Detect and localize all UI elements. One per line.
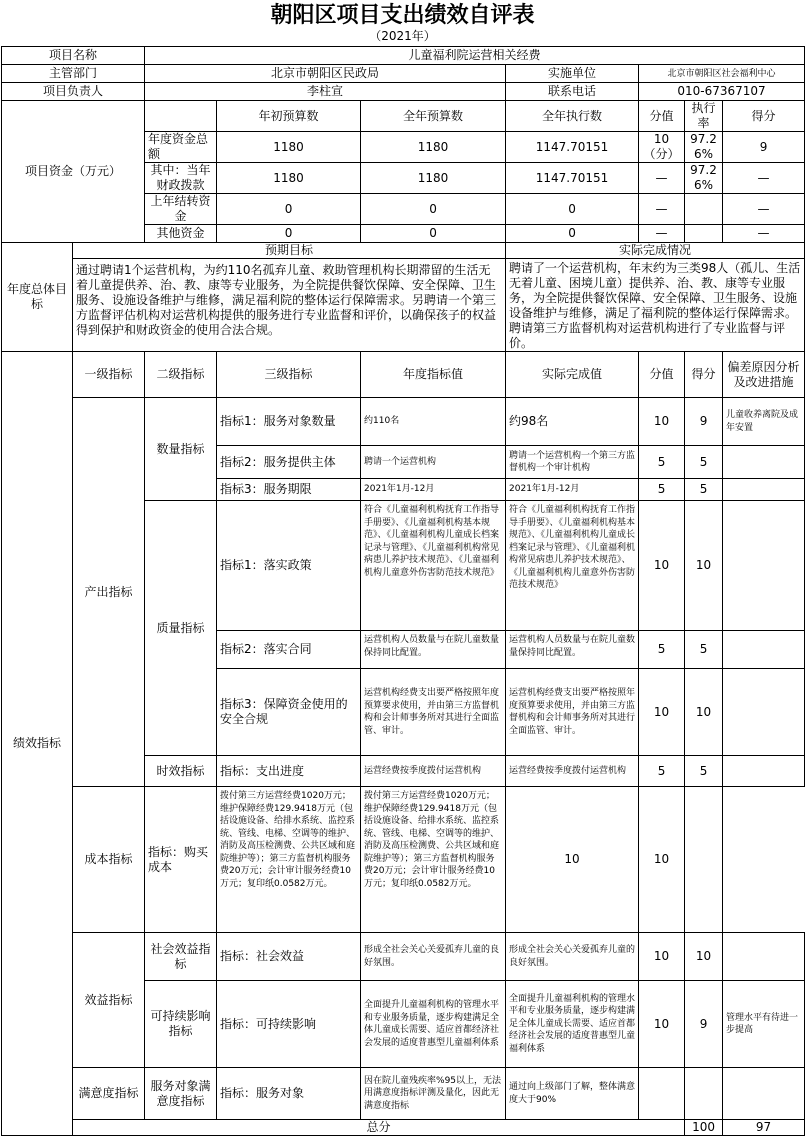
deviation-note [723, 446, 805, 479]
got-value [685, 1068, 723, 1120]
indicator-row [2, 1068, 805, 1120]
deviation-note [723, 669, 805, 756]
perf-header: 实际完成值 [506, 352, 639, 398]
l2-quantity: 数量指标 [145, 398, 217, 501]
actual-value: 全面提升儿童福利机构的管理水平和专业服务质量，逐步构建满足全体儿童成长需要、适应首都经济社会发展的适度普惠型儿童福利体系 [506, 981, 639, 1068]
funds-label: 项目资金（万元） [2, 101, 145, 243]
impl-value: 北京市朝阳区社会福利中心 [639, 65, 805, 83]
leader-value: 李柱宣 [145, 83, 506, 101]
target-value: 拨付第三方运营经费1020万元；维护保障经费129.9418万元（包括设施设备、给排水系统、监控系统、管线、电梯、空调等的维护、消防及高压检测费、公共区域和庭院维护等）；第三方监督机构服务费20万元；会计审计服务经费10万元；复印纸0.0582万元。 [217, 787, 361, 933]
funds-row-label: 上年结转资金 [145, 194, 217, 225]
funds-cell: — [639, 194, 685, 225]
l3-indicator: 指标：社会效益 [217, 933, 361, 981]
funds-cell: 0 [506, 225, 639, 243]
project-name-value: 儿童福利院运营相关经费 [145, 47, 805, 65]
deviation-note: 管理水平有待进一步提高 [723, 981, 805, 1068]
perf-header: 偏差原因分析及改进措施 [723, 352, 805, 398]
got-value: 5 [685, 631, 723, 669]
funds-cell: 0 [361, 225, 506, 243]
target-value: 运营经费按季度拨付运营机构 [361, 756, 506, 787]
funds-cell: 1147.70151 [506, 163, 639, 194]
actual-value: 运营机构人员数量与在院儿童数量保持同比配置。 [506, 631, 639, 669]
target-value: 运营机构人员数量与在院儿童数量保持同比配置。 [361, 631, 506, 669]
l3-indicator: 指标：购买成本 [145, 787, 217, 933]
perf-header: 得分 [685, 352, 723, 398]
actual-value: 2021年1月-12月 [506, 479, 639, 501]
perf-label: 绩效指标 [2, 352, 73, 1136]
funds-row-label: 其他资金 [145, 225, 217, 243]
target-value: 约110名 [361, 398, 506, 446]
score-value: 5 [639, 446, 685, 479]
l3-indicator: 指标1：服务对象数量 [217, 398, 361, 446]
target-value: 形成全社会关心关爱孤弃儿童的良好氛围。 [361, 933, 506, 981]
got-value: 10 [685, 501, 723, 631]
indicator-row [2, 933, 805, 981]
got-value: 10 [685, 669, 723, 756]
got-value: 9 [685, 981, 723, 1068]
leader-label: 项目负责人 [2, 83, 145, 101]
funds-header-blank [145, 101, 217, 132]
score-value: 10 [639, 398, 685, 446]
deviation-note [723, 1068, 805, 1120]
funds-cell [685, 225, 723, 243]
actual-value: 拨付第三方运营经费1020万元；维护保障经费129.9418万元（包括设施设备、给排水系统、监控系统、管线、电梯、空调等的维护、消防及高压检测费、公共区域和庭院维护等）；第三方监督机构服务费20万元；会计审计服务经费10万元；复印纸0.0582万元。 [361, 787, 506, 933]
l3-indicator: 指标1：落实政策 [217, 501, 361, 631]
perf-header: 年度指标值 [361, 352, 506, 398]
funds-header: 全年执行数 [506, 101, 639, 132]
funds-row-label: 年度资金总额 [145, 132, 217, 163]
deviation-note [723, 756, 805, 787]
l1-satisfaction: 满意度指标 [73, 1068, 145, 1120]
perf-header: 分值 [639, 352, 685, 398]
target-value: 符合《儿童福利机构抚育工作指导手册要》、《儿童福利机构基本规范》、《儿童福利机构儿童成长档案记录与管理》、《儿童福利机构常见病患儿养护技术规范》、《儿童福利机构儿童意外伤害防范技术规范》 [361, 501, 506, 631]
actual-value: 运营经费按季度拨付运营机构 [506, 756, 639, 787]
funds-cell: — [723, 163, 805, 194]
score-value: 5 [639, 631, 685, 669]
target-value: 全面提升儿童福利机构的管理水平和专业服务质量，逐步构建满足全体儿童成长需要、适应首都经济社会发展的适度普惠型儿童福利体系 [361, 981, 506, 1068]
l3-indicator: 指标：支出进度 [217, 756, 361, 787]
funds-cell: 0 [217, 194, 361, 225]
actual-result-text: 聘请了一个运营机构，年末约为三类98人（孤儿、生活无着儿童、困境儿童）提供养、治、教、康等专业服务，为全院提供餐饮保障、安全保障、卫生服务、设施设备维护与维修，满足了福利院的整体运行保障需求。聘请第三方监督机构对运营机构进行了专业监督与评价。 [506, 259, 805, 352]
score-value: 10 [639, 501, 685, 631]
funds-cell: 1147.70151 [506, 132, 639, 163]
perf-header: 一级指标 [73, 352, 145, 398]
funds-cell: 1180 [217, 163, 361, 194]
score-value: 10 [639, 981, 685, 1068]
l1-benefit: 效益指标 [73, 933, 145, 1068]
actual-value: 运营机构经费支出要严格按照年度预算要求使用，并由第三方监督机构和会计师事务所对其进行全面监管、审计。 [506, 669, 639, 756]
funds-row-label: 其中：当年财政拨款 [145, 163, 217, 194]
total-label: 总分 [73, 1120, 685, 1136]
funds-cell: — [639, 163, 685, 194]
impl-label: 实施单位 [506, 65, 639, 83]
got-value: 5 [685, 479, 723, 501]
actual-result-header: 实际完成情况 [506, 243, 805, 259]
page-subtitle: （2021年） [369, 29, 436, 43]
expected-goal-text: 通过聘请1个运营机构，为约110名孤弃儿童、救助管理机构长期滞留的生活无着儿童提供养、治、教、康等专业服务，为全院提供餐饮保障、安全保障、卫生服务、设施设备维护与维修，满足福利院的整体运行保障需求。另聘请一个第三方监督评估机构对运营机构提供的服务进行专业监督和评价，以确保孩子的权益得到保护和财政资金的使用合法合规。 [73, 259, 506, 352]
score-value: 5 [639, 756, 685, 787]
funds-cell: 0 [361, 194, 506, 225]
deviation-note: 儿童收养离院及成年安置 [723, 398, 805, 446]
funds-header: 分值 [639, 101, 685, 132]
got-value: 10 [639, 787, 685, 933]
l2-cost: 成本指标 [73, 787, 145, 933]
funds-header: 全年预算数 [361, 101, 506, 132]
project-name-label: 项目名称 [2, 47, 145, 65]
deviation-note [723, 501, 805, 631]
actual-value: 约98名 [506, 398, 639, 446]
funds-cell [685, 194, 723, 225]
actual-value: 聘请一个运营机构一个第三方监督机构一个审计机构 [506, 446, 639, 479]
actual-value: 形成全社会关心关爱孤弃儿童的良好氛围。 [506, 933, 639, 981]
l3-indicator: 指标：可持续影响 [217, 981, 361, 1068]
funds-cell: 97.26% [685, 163, 723, 194]
score-value: 5 [639, 479, 685, 501]
l2-time: 时效指标 [145, 756, 217, 787]
funds-cell: — [639, 225, 685, 243]
target-value: 2021年1月-12月 [361, 479, 506, 501]
l3-indicator: 指标2：落实合同 [217, 631, 361, 669]
funds-cell: 10（分） [639, 132, 685, 163]
funds-cell: 9 [723, 132, 805, 163]
total-score: 100 [685, 1120, 723, 1136]
funds-header: 执行率 [685, 101, 723, 132]
l2-service: 服务对象满意度指标 [145, 1068, 217, 1120]
score-value [639, 1068, 685, 1120]
perf-header: 二级指标 [145, 352, 217, 398]
phone-value: 010-67367107 [639, 83, 805, 101]
actual-value: 符合《儿童福利机构抚育工作指导手册要》、《儿童福利机构基本规范》、《儿童福利机构儿童成长档案记录与管理》、《儿童福利机构常见病患儿养护技术规范》、《儿童福利机构儿童意外伤害防范技术规范》 [506, 501, 639, 631]
total-got: 97 [723, 1120, 805, 1136]
phone-label: 联系电话 [506, 83, 639, 101]
l3-indicator: 指标：服务对象 [217, 1068, 361, 1120]
score-value: 10 [506, 787, 639, 933]
l3-indicator: 指标2：服务提供主体 [217, 446, 361, 479]
target-value: 聘请一个运营机构 [361, 446, 506, 479]
funds-cell: 0 [506, 194, 639, 225]
funds-header: 年初预算数 [217, 101, 361, 132]
deviation-note [723, 631, 805, 669]
dept-value: 北京市朝阳区民政局 [145, 65, 506, 83]
indicator-row [2, 787, 805, 933]
funds-cell: 97.26% [685, 132, 723, 163]
evaluation-table [1, 46, 805, 1136]
deviation-note [685, 787, 723, 933]
got-value: 9 [685, 398, 723, 446]
expected-goal-header: 预期目标 [73, 243, 506, 259]
funds-cell: — [723, 225, 805, 243]
l2-sustain: 可持续影响指标 [145, 981, 217, 1068]
got-value: 5 [685, 446, 723, 479]
deviation-note [723, 479, 805, 501]
funds-cell: 1180 [361, 163, 506, 194]
got-value: 10 [685, 933, 723, 981]
dept-label: 主管部门 [2, 65, 145, 83]
funds-header: 得分 [723, 101, 805, 132]
goals-label: 年度总体目标 [2, 243, 73, 352]
got-value: 5 [685, 756, 723, 787]
score-value: 10 [639, 933, 685, 981]
perf-header: 三级指标 [217, 352, 361, 398]
l2-social: 社会效益指标 [145, 933, 217, 981]
target-value: 运营机构经费支出要严格按照年度预算要求使用，并由第三方监督机构和会计师事务所对其进行全面监管、审计。 [361, 669, 506, 756]
indicator-row [2, 398, 805, 446]
funds-cell: 1180 [217, 132, 361, 163]
l3-indicator: 指标3：保障资金使用的安全合规 [217, 669, 361, 756]
page-title: 朝阳区项目支出绩效自评表 [270, 3, 535, 28]
funds-cell: 1180 [361, 132, 506, 163]
funds-cell: 0 [217, 225, 361, 243]
score-value: 10 [639, 669, 685, 756]
funds-cell: — [723, 194, 805, 225]
deviation-note [723, 933, 805, 981]
l3-indicator: 指标3：服务期限 [217, 479, 361, 501]
target-value: 因在院儿童残疾率%95以上，无法用满意度指标评测及量化，因此无满意度指标 [361, 1068, 506, 1120]
l2-quality: 质量指标 [145, 501, 217, 756]
l1-output: 产出指标 [73, 398, 145, 787]
actual-value: 通过向上级部门了解，整体满意度大于90% [506, 1068, 639, 1120]
